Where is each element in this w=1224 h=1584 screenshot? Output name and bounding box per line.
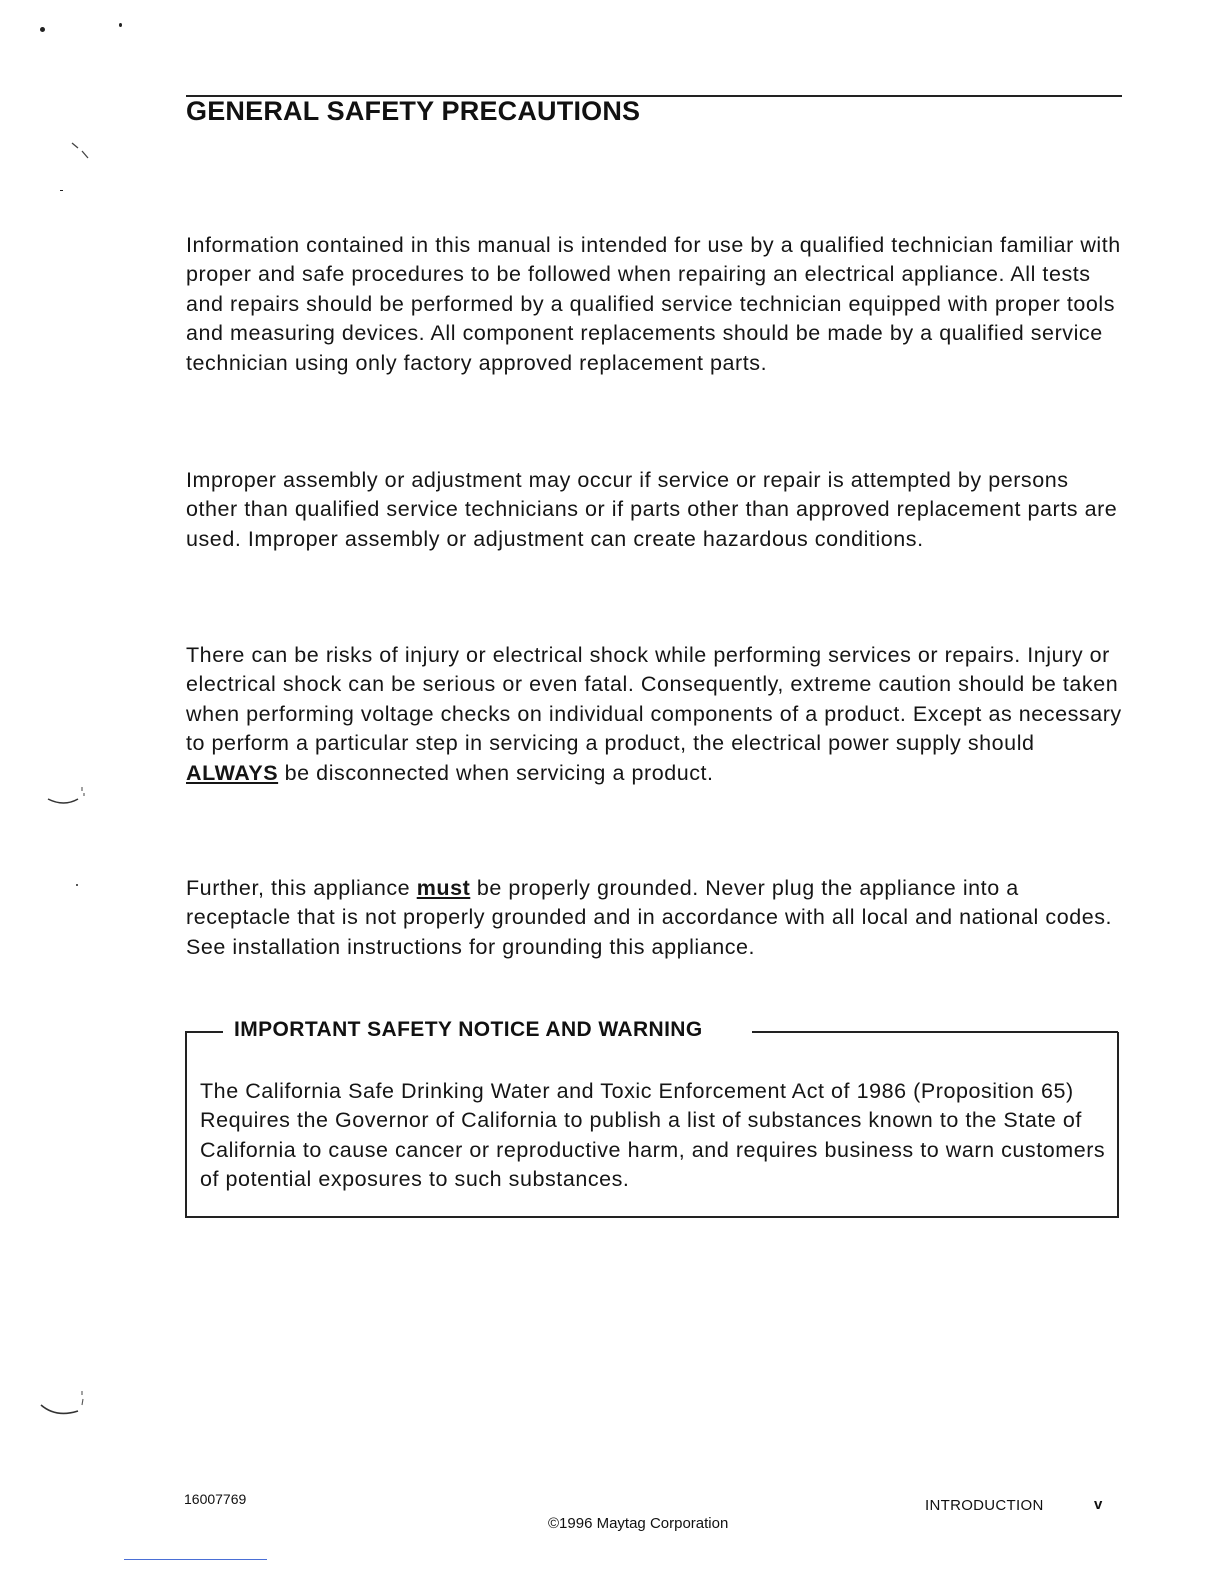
paragraph-electrical-shock [186,641,1122,788]
scan-speck [40,27,45,32]
paragraph-improper-assembly: Improper assembly or adjustment may occur if service or repair is attempted by persons other than qualified service technicians or if parts other than approved replacement parts are used. Improper assembly or adjustment can create hazardous conditions. [186,468,1118,551]
page-title: GENERAL SAFETY PRECAUTIONS [186,96,641,126]
paragraph-text: be properly grounded. Never plug the appliance into a receptacle that is not properly grounded and in accordance with all local and national codes. See installation instructions for grounding this appliance. [186,876,1113,959]
emphasis-must: must [416,876,471,900]
paragraph-qualified-technician: Information contained in this manual is intended for use by a qualified technician familiar with proper and safe procedures to be followed when repairing an electrical appliance. All tests and repairs should be performed by a qualified service technician equipped with proper tools and measuring devices. All component replacements should be made by a qualified service technician using only factory approved replacement parts. [186,233,1121,375]
scan-speck [60,190,63,191]
emphasis-always: ALWAYS [186,760,279,785]
safety-notice-title: IMPORTANT SAFETY NOTICE AND WARNING [234,1018,703,1041]
page-number: v [1094,1496,1103,1513]
scan-speck [76,884,78,886]
paragraph-text: be disconnected when servicing a product. [278,760,714,785]
document-number: 16007769 [184,1491,247,1507]
copyright-notice: ©1996 Maytag Corporation [548,1515,729,1532]
paragraph-text: Further, this appliance [186,876,417,900]
safety-notice-text: The California Safe Drinking Water and Toxic Enforcement Act of 1986 (Proposition 65) Requires the Governor of California to publish a list of substances known to the State of California to cause cancer or reproductive harm, and requires business to warn customers of potential exposures to such substances. [200,1079,1106,1192]
scan-speck [70,140,94,164]
scan-speck [38,1385,88,1421]
section-name: INTRODUCTION [925,1497,1044,1514]
scan-speck [46,785,90,807]
paragraph-text: There can be risks of injury or electrical shock while performing services or repairs. Injury or electrical shock can be serious or even fatal. Consequently, extreme caution should be taken when performing voltage checks on individual components of a product. Except as necessary to perform a particular step in servicing a product, the electrical power supply should [186,643,1122,756]
page-edge-line [124,1559,267,1560]
notice-border-left-segment [185,1031,223,1033]
paragraph-grounding [186,874,1122,962]
scan-speck [119,23,122,27]
notice-border-right-segment [752,1031,1118,1033]
